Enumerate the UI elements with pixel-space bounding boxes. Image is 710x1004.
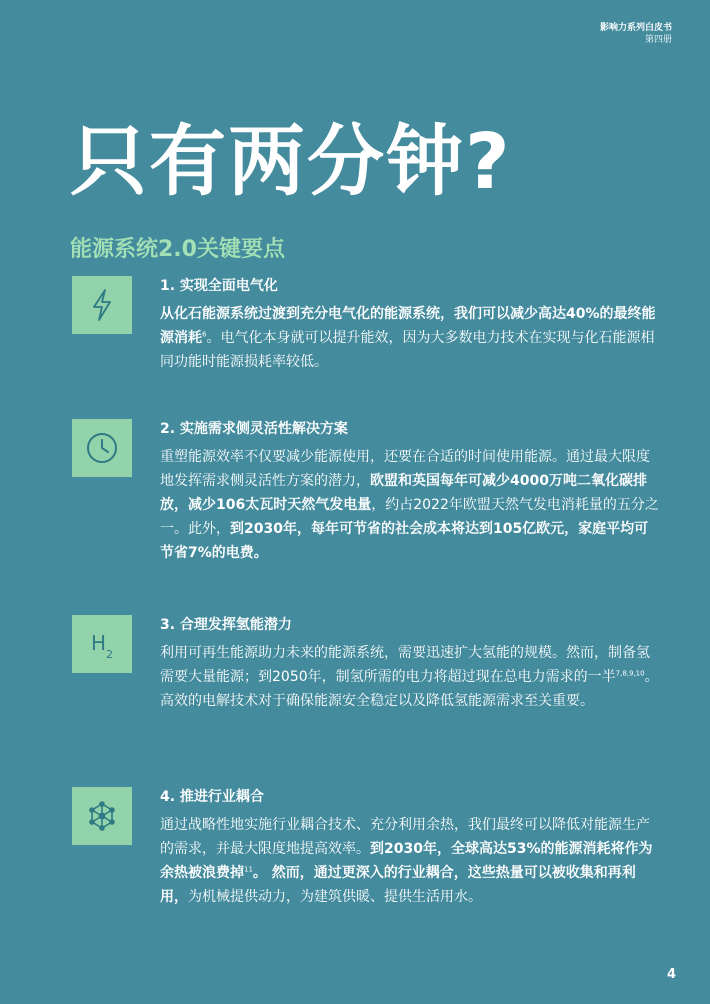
volume-label: 第四册 [644, 35, 672, 45]
section-body-text: 。电气化本身就可以提升能效，因为大多数电力技术在实现与化石能源相同功能时能源损耗率较低。 [160, 330, 655, 370]
footnote-ref: 7,8,9,10 [615, 669, 645, 678]
series-name: 影响力系列白皮书 [599, 23, 672, 33]
section-body-text: 重塑能源效率不仅要减少能源使用，还要在合适的时间使用能源。通过最大限度地发挥需求侧灵活性方案的潜力， [160, 449, 650, 489]
section-title: 3. 合理发挥氢能潜力 [160, 617, 292, 633]
section-title: 1. 实现全面电气化 [160, 278, 278, 294]
network-icon [72, 787, 132, 845]
section-body-text: 利用可再生能源助力未来的能源系统，需要迅速扩大氢能的规模。然而，制备氢需要大量能源；到2050年，制氢所需的电力将超过现在总电力需求的一半 [160, 645, 650, 685]
section-body [160, 302, 660, 374]
section-body-bold: 。 然而，通过更深入的行业耦合，这些热量可以被收集和再利用， [160, 865, 636, 905]
section-body [160, 641, 660, 713]
footnote-ref: 6 [202, 330, 207, 339]
page-subtitle: 能源系统2.0关键要点 [70, 237, 285, 262]
hydrogen-subscript: 2 [106, 647, 114, 661]
clock-icon [72, 419, 132, 477]
section-title: 2. 实施需求侧灵活性解决方案 [160, 421, 348, 437]
section-body-bold: 欧盟和英国每年可减少4000万吨二氧化碳排放，减少106太瓦时天然气发电量 [160, 473, 647, 513]
footnote-ref: 11 [244, 865, 253, 874]
document-header [600, 22, 672, 46]
section-body-bold: 到2030年，全球高达53%的能源消耗将作为余热被浪费掉 [160, 841, 653, 881]
section-body-text: 。高效的电解技术对于确保能源安全稳定以及降低氢能源需求至关重要。 [160, 669, 659, 709]
section-body-text: 为机械提供动力，为建筑供暖、提供生活用水。 [188, 889, 482, 905]
section-body-bold: 从化石能源系统过渡到充分电气化的能源系统，我们可以减少高达40%的最终能源消耗 [160, 306, 656, 346]
section-body [160, 445, 660, 565]
section-body-text: 通过战略性地实施行业耦合技术、充分利用余热，我们最终可以降低对能源生产的需求，并最大限度地提高效率。 [160, 817, 650, 857]
lightning-icon [72, 276, 132, 334]
page-number: 4 [666, 967, 676, 982]
section-title: 4. 推进行业耦合 [160, 789, 264, 805]
hydrogen-symbol: H [90, 630, 107, 655]
section-body-bold: 到2030年，每年可节省的社会成本将达到105亿欧元，家庭平均可节省7%的电费。 [160, 521, 649, 561]
section-body [160, 813, 660, 909]
section-body-text: ，约占2022年欧盟天然气发电消耗量的五分之一。此外， [160, 497, 659, 537]
hydrogen-icon [72, 615, 132, 673]
page-title: 只有两分钟? [70, 118, 512, 207]
